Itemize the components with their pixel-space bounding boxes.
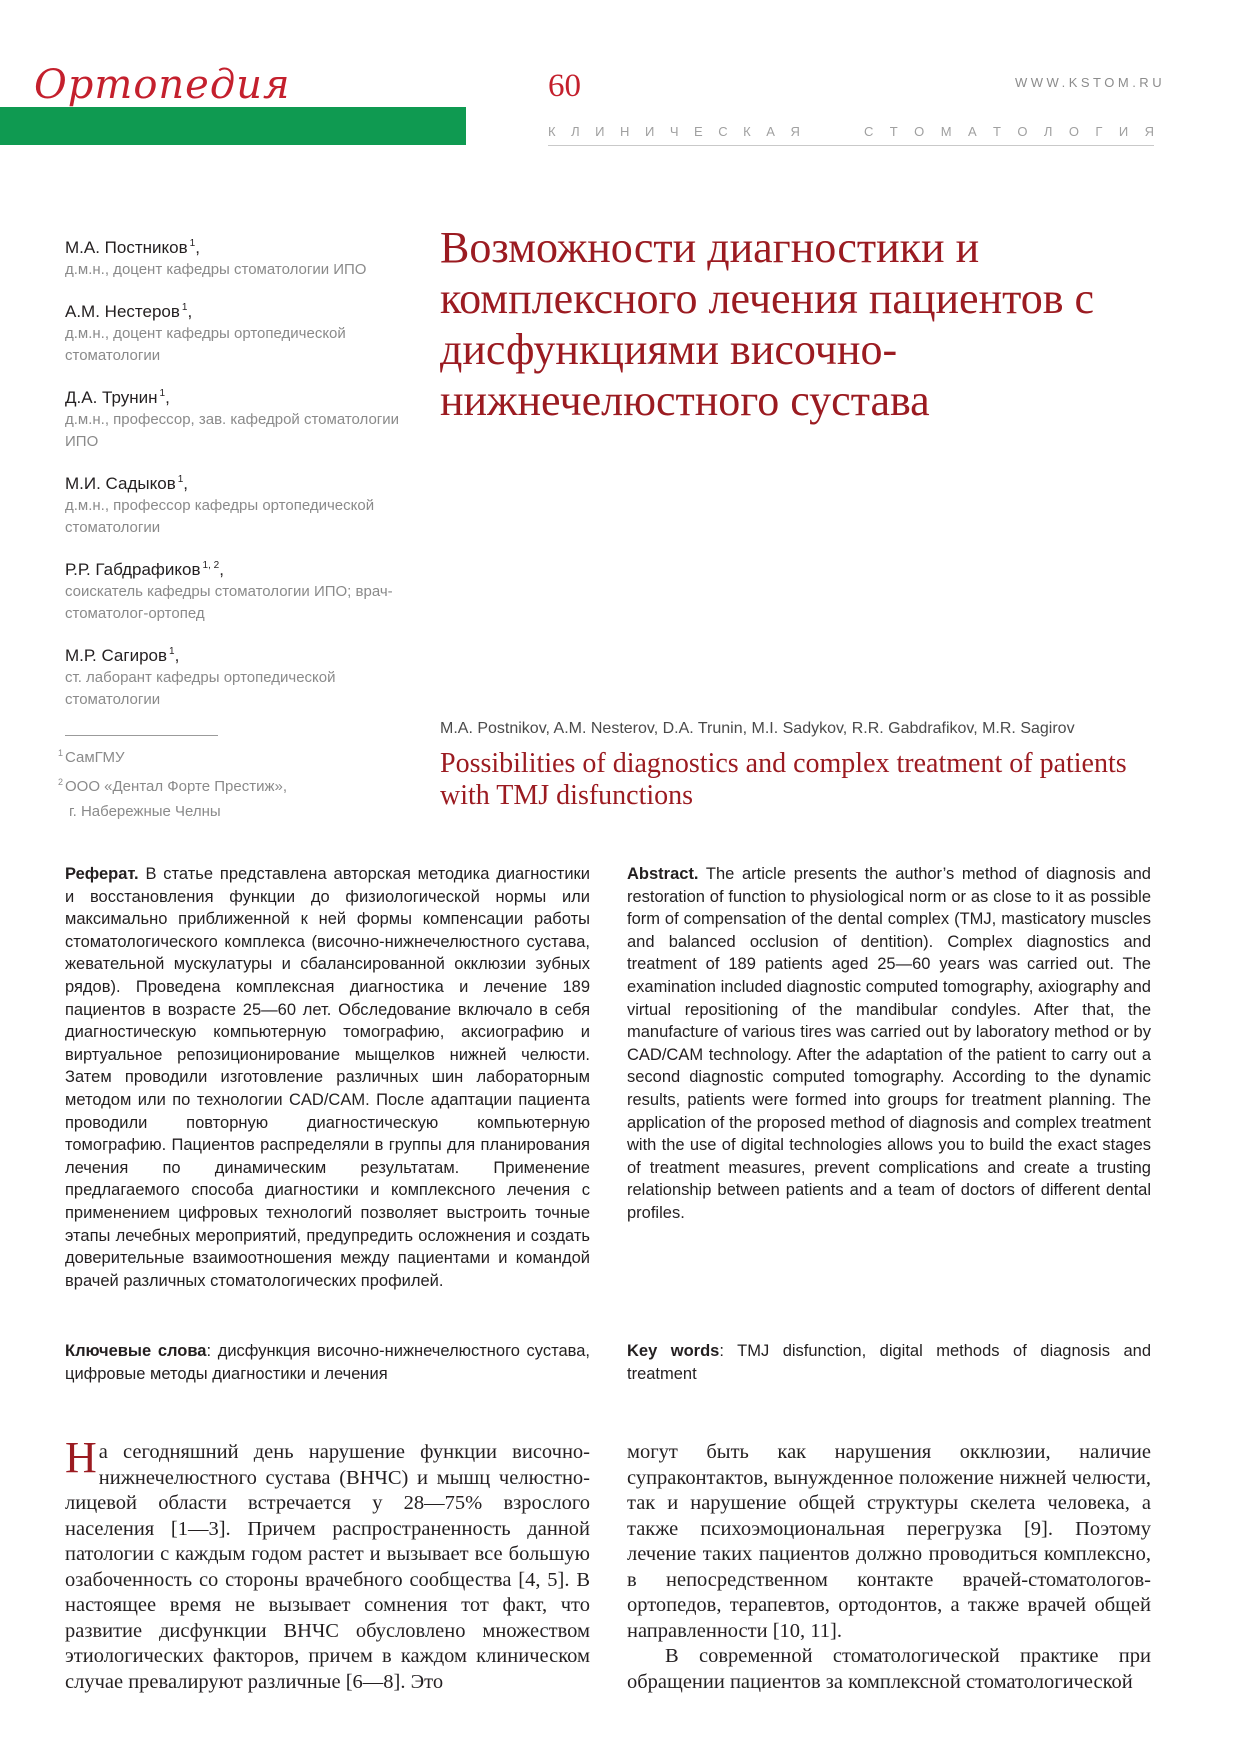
journal-letter: И (1118, 124, 1129, 139)
journal-letter: Т (993, 124, 1001, 139)
journal-letter: С (864, 124, 874, 139)
body-column-right (627, 1440, 1151, 1695)
author-item (65, 554, 425, 625)
author-item (65, 232, 425, 281)
author-item (65, 382, 425, 453)
authors-list (65, 232, 425, 726)
site-url[interactable]: WWW.KSTOM.RU (1015, 75, 1166, 90)
journal-name (548, 124, 1154, 139)
keywords-ru-label: Ключевые слова (65, 1342, 207, 1360)
author-item (65, 640, 425, 711)
journal-letter: И (644, 124, 655, 139)
author-role: соискатель кафедры стоматологии ИПО; врач-стоматолог-ортопед (65, 583, 393, 622)
affiliations (58, 741, 388, 824)
article-title-en: Possibilities of diagnostics and complex treatment of patients with TMJ disfunctions (440, 748, 1127, 811)
abstract-ru (65, 863, 590, 1292)
journal-word-1 (548, 124, 800, 139)
author-role: д.м.н., профессор кафедры ортопедической стоматологии (65, 497, 375, 536)
author-name: Д.А. Трунин $^1$, (65, 388, 170, 407)
journal-letter: К (743, 124, 751, 139)
author-role: д.м.н., профессор, зав. кафедрой стоматологии ИПО (65, 411, 400, 450)
keywords-en-label: Key words (627, 1342, 720, 1360)
journal-letter: М (940, 124, 952, 139)
abstract-ru-label: Реферат. (65, 865, 139, 883)
author-role: д.м.н., доцент кафедры стоматологии ИПО (65, 261, 367, 278)
author-item (65, 468, 425, 539)
journal-letter: К (548, 124, 556, 139)
page-number: 60 (548, 68, 581, 104)
journal-letter: Н (620, 124, 630, 139)
journal-letter: Я (790, 124, 800, 139)
journal-letter: Т (889, 124, 898, 139)
journal-letter: Л (1043, 124, 1053, 139)
author-role: ст. лаборант кафедры ортопедической стоматологии (65, 669, 336, 708)
abstract-en (627, 863, 1151, 1225)
journal-letter: А (967, 124, 977, 139)
section-logo: Ортопедия (34, 62, 291, 108)
author-name: А.М. Нестеров $^1$, (65, 302, 193, 321)
journal-letter: О (1068, 124, 1079, 139)
journal-letter: Г (1095, 124, 1103, 139)
author-name: М.Р. Сагиров $^1$, (65, 646, 180, 665)
journal-letter: О (1017, 124, 1028, 139)
affiliation-city: г. Набережные Челны (69, 803, 221, 820)
abstract-ru-text: В статье представлена авторская методика диагностики и восстановления функции до физиологической нормы или максимально приближенной к ней формы компенсации работы стоматологического комплекса (височно-нижнечелюстного сустава, жевательной мускулатуры и сбалансированной окклюзии зубных рядов). Проведена комплексная диагностика и лечение 189 пациентов в возрасте 25—60 лет. Обследование включало в себя диагностическую компьютерную томографию, аксиографию и виртуальное репозиционирование мыщелков нижней челюсти. Затем проводили изготовление различных шин лабораторным методом или по технологии CAD/CAM. После адаптации пациента проводили повторную диагностическую компьютерную томографию. Пациентов распределяли в группы для планирования лечения по динамическим результатам. Применение предлагаемого способа диагностики и комплексного лечения с применением цифровых технологий позволяет выстроить точные этапы лечебных мероприятий, предупредить осложнения и создать доверительные взаимоотношения между пациентами и командой врачей различных стоматологических профилей. (65, 865, 590, 1290)
abstract-en-label: Abstract. (627, 865, 699, 883)
journal-letter: Ч (669, 124, 679, 139)
journal-letter: Я (1144, 124, 1154, 139)
abstract-en-text: The article presents the author’s method of diagnosis and restoration of function to physiological norm or as close to it as possible form of compensation of the dental complex (TMJ, masticatory muscles and balanced occlusion of dentition). Complex diagnostics and treatment of 189 patients aged 25—60 years was carried out. The examination included diagnostic computed tomography, axiography and virtual repositioning of the mandibular condyles. After that, the manufacture of various tires was carried out by laboratory method or by CAD/CAM technology. After the adaptation of the patient to carry out a second diagnostic computed tomography. According to the dynamic results, patients were formed into groups for treatment planning. The application of the proposed method of diagnosis and complex treatment with the use of digital technologies allows you to build the exact stages of treatment measures, prevent complications and create a trusting relationship between patients and a team of doctors of different dental profiles. (627, 865, 1151, 1222)
section-color-bar (0, 107, 466, 145)
author-name: Р.Р. Габдрафиков $^{1, 2}$, (65, 560, 224, 579)
keywords-en (627, 1340, 1151, 1385)
journal-letter: А (766, 124, 775, 139)
article-title-ru: Возможности диагностики и комплексного лечения пациентов с дисфункциями височно-нижнечелюстного сустава (440, 223, 1095, 425)
author-name: М.И. Садыков $^1$, (65, 474, 189, 493)
author-role: д.м.н., доцент кафедры ортопедической стоматологии (65, 325, 346, 364)
journal-letter: Л (571, 124, 580, 139)
body-column-left (65, 1433, 590, 1695)
journal-word-2 (864, 124, 1154, 139)
journal-letter: И (595, 124, 605, 139)
header-divider (548, 145, 1154, 146)
keywords-ru (65, 1340, 590, 1385)
drop-cap: Н (65, 1433, 97, 1482)
keywords-ru-text: : дисфункция височно-нижнечелюстного сустава, цифровые методы диагностики и лечения (65, 1342, 591, 1383)
affiliation-item: $^2$ ООО «Дентал Форте Престиж», (58, 777, 288, 795)
author-item (65, 296, 425, 367)
author-name: М.А. Постников $^1$, (65, 238, 200, 257)
body-paragraph: могут быть как нарушения окклюзии, наличие супраконтактов, вынужденное положение нижней челюсти, так и нарушение общей структуры скелета человека, а также психоэмоциональная перегрузка [9]. Поэтому лечение таких пациентов должно проводиться комплексно, в непосредственном контакте врачей-стоматологов-ортопедов, терапевтов, ортодонтов, а также врачей общей направленности [10, 11]. (627, 1441, 1151, 1642)
authors-en: M.A. Postnikov, A.M. Nesterov, D.A. Trunin, M.I. Sadykov, R.R. Gabdrafikov, M.R. Sagirov (440, 720, 1075, 737)
journal-letter: С (718, 124, 728, 139)
affiliation-item: $^1$ СамГМУ (58, 748, 125, 766)
affiliation-divider (65, 735, 218, 736)
body-paragraph: а сегодняшний день нарушение функции височно-нижнечелюстного сустава (ВНЧС) и мышц челюстно-лицевой области встречается у 28—75% взрослого населения [1—3]. Причем распространенность данной патологии с каждым годом растет и вызывает все большую озабоченность со стороны врачебного сообщества [4, 5]. В настоящее время не вызывает сомнения тот факт, что развитие дисфункции ВНЧС обусловлено множеством этиологических факторов, причем в каждом клиническом случае превалируют различные [6—8]. Это (65, 1441, 590, 1693)
journal-letter: Е (694, 124, 703, 139)
journal-letter: О (914, 124, 925, 139)
keywords-en-text: : TMJ disfunction, digital methods of diagnosis and treatment (627, 1342, 1151, 1383)
body-paragraph: В современной стоматологической практике при обращении пациентов за комплексной стоматологической (627, 1645, 1151, 1693)
